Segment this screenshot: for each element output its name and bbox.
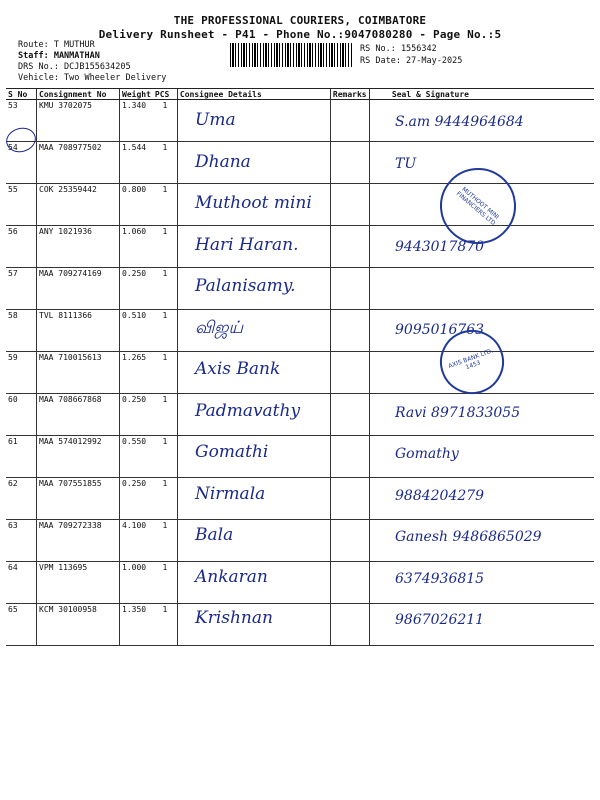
cell-consignment: ANY 1021936 [37, 226, 120, 268]
cell-consignment: MAA 710015613 [37, 352, 120, 394]
cell-remarks [330, 520, 369, 562]
cell-remarks [330, 100, 369, 142]
table-row [6, 142, 594, 184]
cell-consignment: TVL 8111366 [37, 310, 120, 352]
cell-pcs: 1 [153, 562, 178, 604]
handwritten-consignee: Dhana [195, 151, 251, 172]
cell-sno: 54 [6, 142, 37, 184]
cell-remarks [330, 268, 369, 310]
cell-weight: 0.250 [120, 394, 153, 436]
handwritten-consignee: Palanisamy. [195, 276, 296, 296]
cell-pcs: 1 [153, 268, 178, 310]
col-consignment: Consignment No [37, 89, 120, 100]
cell-weight: 1.350 [120, 604, 153, 646]
muthoot-stamp: MUTHOOT MINI FINANCIERS LTD [424, 152, 531, 259]
col-consignee: Consignee Details [177, 89, 330, 100]
cell-sno: 53 [6, 100, 37, 142]
cell-consignment: VPM 113695 [37, 562, 120, 604]
drs-label: DRS No.: DCJB155634205 [18, 62, 131, 72]
handwritten-consignee: Nirmala [195, 483, 266, 504]
cell-weight: 1.340 [120, 100, 153, 142]
cell-pcs: 1 [153, 100, 178, 142]
cell-pcs: 1 [153, 310, 178, 352]
cell-remarks [330, 604, 369, 646]
cell-consignment: MAA 708667868 [37, 394, 120, 436]
cell-consignment: MAA 707551855 [37, 478, 120, 520]
handwritten-signature: 9867026211 [395, 612, 485, 628]
cell-pcs: 1 [153, 604, 178, 646]
cell-weight: 1.060 [120, 226, 153, 268]
col-seal: Seal & Signature [369, 89, 594, 100]
handwritten-signature: Gomathy [395, 446, 459, 462]
table-header-row [6, 89, 594, 100]
table-row [6, 310, 594, 352]
company-title: THE PROFESSIONAL COURIERS, COIMBATORE [173, 14, 427, 27]
barcode [230, 43, 352, 67]
cell-consignment: MAA 709272338 [37, 520, 120, 562]
cell-consignment: KCM 30100958 [37, 604, 120, 646]
handwritten-signature: Ganesh 9486865029 [395, 529, 542, 545]
cell-sno: 61 [6, 436, 37, 478]
handwritten-consignee: Muthoot mini [195, 193, 312, 213]
cell-pcs: 1 [153, 478, 178, 520]
col-remarks: Remarks [330, 89, 369, 100]
table-row [6, 352, 594, 394]
cell-sno: 55 [6, 184, 37, 226]
table-row [6, 478, 594, 520]
cell-remarks [330, 142, 369, 184]
handwritten-signature: 9884204279 [395, 487, 485, 504]
rs-number: RS No.: 1556342 [360, 44, 437, 54]
cell-weight: 0.800 [120, 184, 153, 226]
cell-pcs: 1 [153, 436, 178, 478]
cell-weight: 4.100 [120, 520, 153, 562]
cell-weight: 1.000 [120, 562, 153, 604]
handwritten-consignee: Padmavathy [195, 400, 301, 421]
handwritten-signature: 9443017870 [395, 238, 485, 255]
table-row [6, 268, 594, 310]
cell-remarks [330, 310, 369, 352]
cell-pcs: 1 [153, 520, 178, 562]
runsheet-table [6, 88, 594, 646]
cell-pcs: 1 [153, 352, 178, 394]
cell-weight: 1.265 [120, 352, 153, 394]
cell-pcs: 1 [153, 184, 178, 226]
handwritten-signature: Ravi 8971833055 [395, 404, 521, 421]
col-weight: Weight [120, 89, 153, 100]
handwritten-consignee: விஜய் [195, 317, 244, 338]
handwritten-signature: 6374936815 [395, 570, 485, 587]
cell-remarks [330, 478, 369, 520]
handwritten-consignee: Axis Bank [195, 359, 281, 379]
cell-weight: 0.250 [120, 478, 153, 520]
cell-remarks [330, 394, 369, 436]
cell-consignment: MAA 574012992 [37, 436, 120, 478]
cell-remarks [330, 436, 369, 478]
handwritten-consignee: Bala [195, 525, 234, 545]
cell-remarks [330, 562, 369, 604]
handwritten-consignee: Ankaran [195, 566, 268, 587]
cell-sno: 57 [6, 268, 37, 310]
table-row [6, 562, 594, 604]
cell-pcs: 1 [153, 394, 178, 436]
table-row [6, 436, 594, 478]
runsheet-title: Delivery Runsheet - P41 - Phone No.:9047080280 - Page No.:5 [98, 28, 502, 41]
cell-weight: 0.550 [120, 436, 153, 478]
cell-weight: 0.510 [120, 310, 153, 352]
cell-consignment: MAA 708977502 [37, 142, 120, 184]
handwritten-consignee: Hari Haran. [195, 234, 299, 255]
handwritten-signature: 9095016763 [395, 321, 485, 338]
cell-weight: 1.544 [120, 142, 153, 184]
cell-sno: 65 [6, 604, 37, 646]
cell-consignment: KMU 3702075 [37, 100, 120, 142]
col-sno: S No [6, 89, 37, 100]
vehicle-label: Vehicle: Two Wheeler Delivery [18, 73, 167, 83]
route-label: Route: T MUTHUR [18, 40, 95, 50]
rs-date: RS Date: 27-May-2025 [360, 56, 463, 66]
handwritten-consignee: Uma [195, 110, 236, 130]
cell-sno: 64 [6, 562, 37, 604]
cell-remarks [330, 184, 369, 226]
cell-sno: 62 [6, 478, 37, 520]
cell-consignment: MAA 709274169 [37, 268, 120, 310]
staff-label: Staff: MANMATHAN [18, 51, 100, 61]
handwritten-consignee: Krishnan [195, 608, 273, 628]
cell-seal [369, 268, 594, 310]
cell-sno: 59 [6, 352, 37, 394]
handwritten-signature: TU [395, 155, 417, 172]
table-row [6, 604, 594, 646]
cell-sno: 60 [6, 394, 37, 436]
cell-sno: 58 [6, 310, 37, 352]
axis-bank-stamp: AXIS BANK LTD. 1453 [431, 321, 513, 403]
cell-pcs: 1 [153, 226, 178, 268]
cell-sno: 56 [6, 226, 37, 268]
cell-sno: 63 [6, 520, 37, 562]
cell-pcs: 1 [153, 142, 178, 184]
col-pcs: PCS [153, 89, 178, 100]
handwritten-consignee: Gomathi [195, 442, 269, 462]
handwritten-signature: S.am 9444964684 [395, 114, 524, 130]
cell-consignment: COK 25359442 [37, 184, 120, 226]
cell-remarks [330, 226, 369, 268]
cell-weight: 0.250 [120, 268, 153, 310]
cell-remarks [330, 352, 369, 394]
